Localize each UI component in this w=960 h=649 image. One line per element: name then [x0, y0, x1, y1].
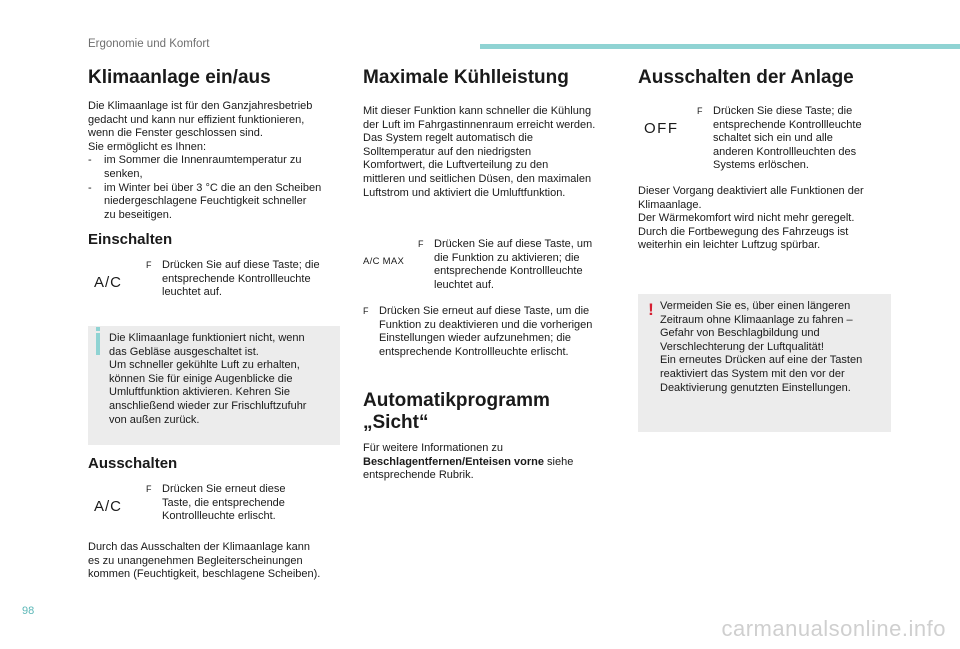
intro-item-summer: - im Sommer die Innenraumtemperatur zu senken,: [88, 154, 302, 180]
info-text: Die Klimaanlage funktioniert nicht, wenn das Gebläse ausgeschaltet ist. Um schneller gekühlte Luft zu erhalten, können Sie für einige Augenblicke die Umluftfunktion aktivieren. Kehren Sie anschließend wieder zur Frischluftzufuhr von außen zurück.: [109, 332, 307, 426]
intro-item-winter: - im Winter bei über 3 °C die an den Scheiben niedergeschlagene Feuchtigkeit schneller zu beseitigen.: [88, 181, 322, 221]
heading-ausschalten: Ausschalten: [88, 455, 178, 472]
kuehlleistung-intro: Mit dieser Funktion kann schneller die Kühlung der Luft im Fahrgastinnenraum erreicht werden. Das System regelt automatisch die Solltemperatur auf den niedrigsten Komfortwert, die Luftverteilung zu den mittleren und seitlichen Düsen, den maximalen Luftstrom und aktiviert die Umluftfunktion.: [363, 105, 596, 199]
intro-line: gedacht und kann nur effizient funktionieren,: [88, 113, 305, 126]
link-beschlagentfernen[interactable]: Beschlagentfernen/Enteisen vorne: [363, 455, 544, 468]
off-description: Dieser Vorgang deaktiviert alle Funktionen der Klimaanlage. Der Wärmekomfort wird nicht mehr geregelt. Durch die Fortbewegung des Fahrzeugs ist weiterhin ein leichter Luftzug spürbar.: [638, 185, 864, 252]
info-icon: [96, 333, 100, 355]
ac-max-key-icon: A/C MAX: [363, 256, 405, 267]
kuehlleistung-step-1: F Drücken Sie auf diese Taste, um die Funktion zu aktivieren; die entsprechende Kontrollleuchte leuchtet auf.: [418, 238, 593, 291]
ac-key-icon: A/C: [94, 498, 123, 515]
warning-box: [638, 294, 891, 432]
watermark: carmanualsonline.info: [721, 616, 946, 641]
header-accent-bar: [480, 44, 960, 49]
bullet-icon: F: [418, 239, 424, 249]
off-step: F Drücken Sie diese Taste; die entsprechende Kontrollleuchte schaltet sich ein und alle anderen Kontrollleuchten des Systems erlöschen.: [697, 105, 862, 172]
section-header: Ergonomie und Komfort: [88, 38, 210, 50]
intro-line: Sie ermöglicht es Ihnen:: [88, 140, 207, 153]
heading-einschalten: Einschalten: [88, 231, 173, 248]
ausschalten-step: F Drücken Sie erneut diese Taste, die entsprechende Kontrollleuchte erlischt.: [146, 483, 286, 523]
title-klimaanlage: Klimaanlage ein/aus: [88, 67, 271, 88]
title-automatikprogramm: Automatikprogramm „Sicht“: [363, 390, 550, 433]
bullet-icon: F: [146, 260, 152, 270]
bullet-icon: F: [146, 484, 152, 494]
einschalten-step: F Drücken Sie auf diese Taste; die entsprechende Kontrollleuchte leuchtet auf.: [146, 259, 320, 299]
title-maximale-kuehlleistung: Maximale Kühlleistung: [363, 67, 569, 88]
warning-text: Vermeiden Sie es, über einen längeren Zeitraum ohne Klimaanlage zu fahren – Gefahr von Beschlagbildung und Verschlechterung der Luftqualität! Ein erneutes Drücken auf eine der Tasten reaktiviert das System mit den vor der Deaktivierung genutzten Einstellungen.: [660, 300, 863, 394]
title-ausschalten-der-anlage: Ausschalten der Anlage: [638, 67, 854, 88]
ac-key-icon: A/C: [94, 274, 123, 291]
ausschalten-note: Durch das Ausschalten der Klimaanlage kann es zu unangenehmen Begleiterscheinungen kommen (Feuchtigkeit, beschlagene Scheiben).: [88, 541, 321, 581]
kuehlleistung-step-2: F Drücken Sie erneut auf diese Taste, um die Funktion zu deaktivieren und die vorherigen Einstellungen wieder aufzunehmen; die entsprechende Kontrollleuchte erlischt.: [363, 305, 593, 358]
info-box: [88, 326, 340, 445]
bullet-icon: F: [363, 306, 369, 316]
page-number: 98: [22, 605, 35, 617]
intro-line: wenn die Fenster geschlossen sind.: [88, 127, 263, 140]
intro-line: Die Klimaanlage ist für den Ganzjahresbetrieb: [88, 100, 313, 112]
off-key-icon: OFF: [644, 120, 679, 137]
bullet-icon: F: [697, 106, 703, 116]
klimaanlage-intro: [88, 100, 348, 222]
warning-icon: !: [648, 300, 654, 319]
automatik-text: Für weitere Informationen zu Beschlagentfernen/Enteisen vorne siehe entsprechende Rubrik.: [363, 442, 574, 482]
